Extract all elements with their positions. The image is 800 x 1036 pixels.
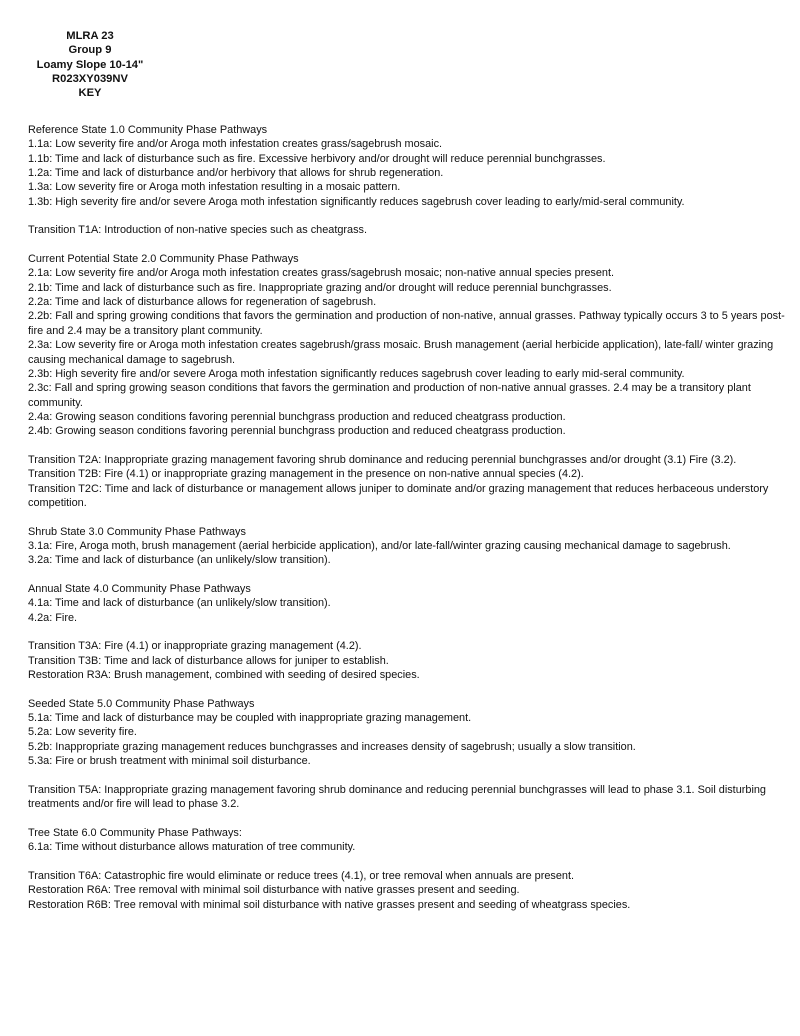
pathway-entry: Transition T3A: Fire (4.1) or inappropriate grazing management (4.2). [28,640,362,653]
pathway-entry: 2.2b: Fall and spring growing conditions that favors the germination and production of non-native, annual grasses. Pathway typically occurs 3 to 5 years post-fire and 2.4 may be a transitory plant community. [28,310,785,337]
pathway-entry: 2.2a: Time and lack of disturbance allows for regeneration of sagebrush. [28,296,377,309]
pathway-entry: 1.3a: Low severity fire or Aroga moth infestation resulting in a mosaic pattern. [28,181,401,194]
pathway-entry: 1.1a: Low severity fire and/or Aroga moth infestation creates grass/sagebrush mosaic. [28,138,443,151]
section-title: Annual State 4.0 Community Phase Pathways [28,583,251,595]
header-mlra: MLRA 23 [66,30,114,42]
pathway-entry: Restoration R6A: Tree removal with minimal soil disturbance with native grasses present and seeding. [28,884,520,897]
header-group: Group 9 [68,44,112,57]
pathway-section [28,783,794,812]
pathway-entry: Transition T2C: Time and lack of disturbance or management allows juniper to dominate and/or grazing management that reduces herbaceous understory competition. [28,482,769,509]
pathway-entry: Transition T3B: Time and lack of disturbance allows for juniper to establish. [28,654,389,667]
pathway-entry: Restoration R3A: Brush management, combined with seeding of desired species. [28,669,420,682]
pathway-entry: 2.3a: Low severity fire or Aroga moth infestation creates sagebrush/grass mosaic. Brush management (aerial herbicide application), late-fall/ winter grazing causing mechanical damage to sagebrush. [28,339,774,366]
pathway-entry: 3.1a: Fire, Aroga moth, brush management (aerial herbicide application), and/or late-fall/winter grazing causing mechanical damage to sagebrush. [28,539,731,552]
header-key: KEY [78,87,102,100]
pathway-entry: Transition T6A: Catastrophic fire would eliminate or reduce trees (4.1), or tree removal when annuals are present. [28,869,575,882]
pathway-entry: 1.1b: Time and lack of disturbance such as fire. Excessive herbivory and/or drought will reduce perennial bunchgrasses. [28,152,606,165]
pathway-section [28,826,794,855]
pathway-entry: 2.3c: Fall and spring growing season conditions that favors the germination and production of non-native annual grasses. 2.4 may be a transitory plant community. [28,382,751,409]
pathway-entry: 2.1a: Low severity fire and/or Aroga moth infestation creates grass/sagebrush mosaic; non-native annual species present. [28,267,614,280]
pathway-section [28,123,794,209]
pathway-entry: 6.1a: Time without disturbance allows maturation of tree community. [28,841,356,854]
pathway-entry: 1.2a: Time and lack of disturbance and/or herbivory that allows for shrub regeneration. [28,167,444,180]
section-title: Current Potential State 2.0 Community Phase Pathways [28,253,299,266]
pathway-entry: Restoration R6B: Tree removal with minimal soil disturbance with native grasses present and seeding of wheatgrass species. [28,898,631,911]
pathway-entry: 1.3b: High severity fire and/or severe Aroga moth infestation significantly reduces sagebrush cover leading to early/mid-seral community. [28,195,685,208]
pathway-entry: 2.4b: Growing season conditions favoring perennial bunchgrass production and reduced cheatgrass production. [28,425,566,438]
document-body [28,123,794,926]
pathway-section [28,869,794,912]
pathway-entry: 5.2a: Low severity fire. [28,726,137,739]
pathway-entry: 2.4a: Growing season conditions favoring perennial bunchgrass production and reduced cheatgrass production. [28,410,566,423]
header-site-name: Loamy Slope 10-14" [36,58,144,71]
pathway-entry: 4.1a: Time and lack of disturbance (an unlikely/slow transition). [28,597,331,610]
section-title: Shrub State 3.0 Community Phase Pathways [28,525,246,538]
pathway-section [28,252,794,438]
pathway-section [28,697,794,769]
pathway-section [28,223,794,237]
pathway-entry: 4.2a: Fire. [28,611,78,624]
pathway-section [28,453,794,510]
section-title: Reference State 1.0 Community Phase Pathways [28,124,268,136]
pathway-section [28,639,794,682]
document-header [20,29,160,100]
section-title: Tree State 6.0 Community Phase Pathways: [28,826,242,839]
pathway-entry: Transition T1A: Introduction of non-native species such as cheatgrass. [28,224,368,237]
pathway-entry: 2.3b: High severity fire and/or severe Aroga moth infestation significantly reduces sagebrush cover leading to early mid-seral community. [28,367,685,380]
pathway-entry: Transition T2A: Inappropriate grazing management favoring shrub dominance and reducing perennial bunchgrasses and/or drought (3.1) Fire (3.2). [28,453,737,466]
section-title: Seeded State 5.0 Community Phase Pathways [28,697,255,710]
pathway-entry: 3.2a: Time and lack of disturbance (an unlikely/slow transition). [28,554,331,567]
pathway-entry: 5.3a: Fire or brush treatment with minimal soil disturbance. [28,755,311,768]
pathway-entry: Transition T5A: Inappropriate grazing management favoring shrub dominance and reducing perennial bunchgrasses will lead to phase 3.1. Soil disturbing treatments and/or fire will lead to phase 3.2. [28,783,766,811]
pathway-entry: 5.1a: Time and lack of disturbance may be coupled with inappropriate grazing management. [28,712,472,725]
pathway-entry: 5.2b: Inappropriate grazing management reduces bunchgrasses and increases density of sagebrush; usually a slow transition. [28,740,636,753]
pathway-section [28,582,794,625]
pathway-entry: Transition T2B: Fire (4.1) or inappropriate grazing management in the presence on non-native annual species (4.2). [28,468,584,481]
pathway-entry: 2.1b: Time and lack of disturbance such as fire. Inappropriate grazing and/or drought will reduce perennial bunchgrasses. [28,281,612,294]
header-site-id: R023XY039NV [52,72,128,85]
pathway-section [28,525,794,568]
